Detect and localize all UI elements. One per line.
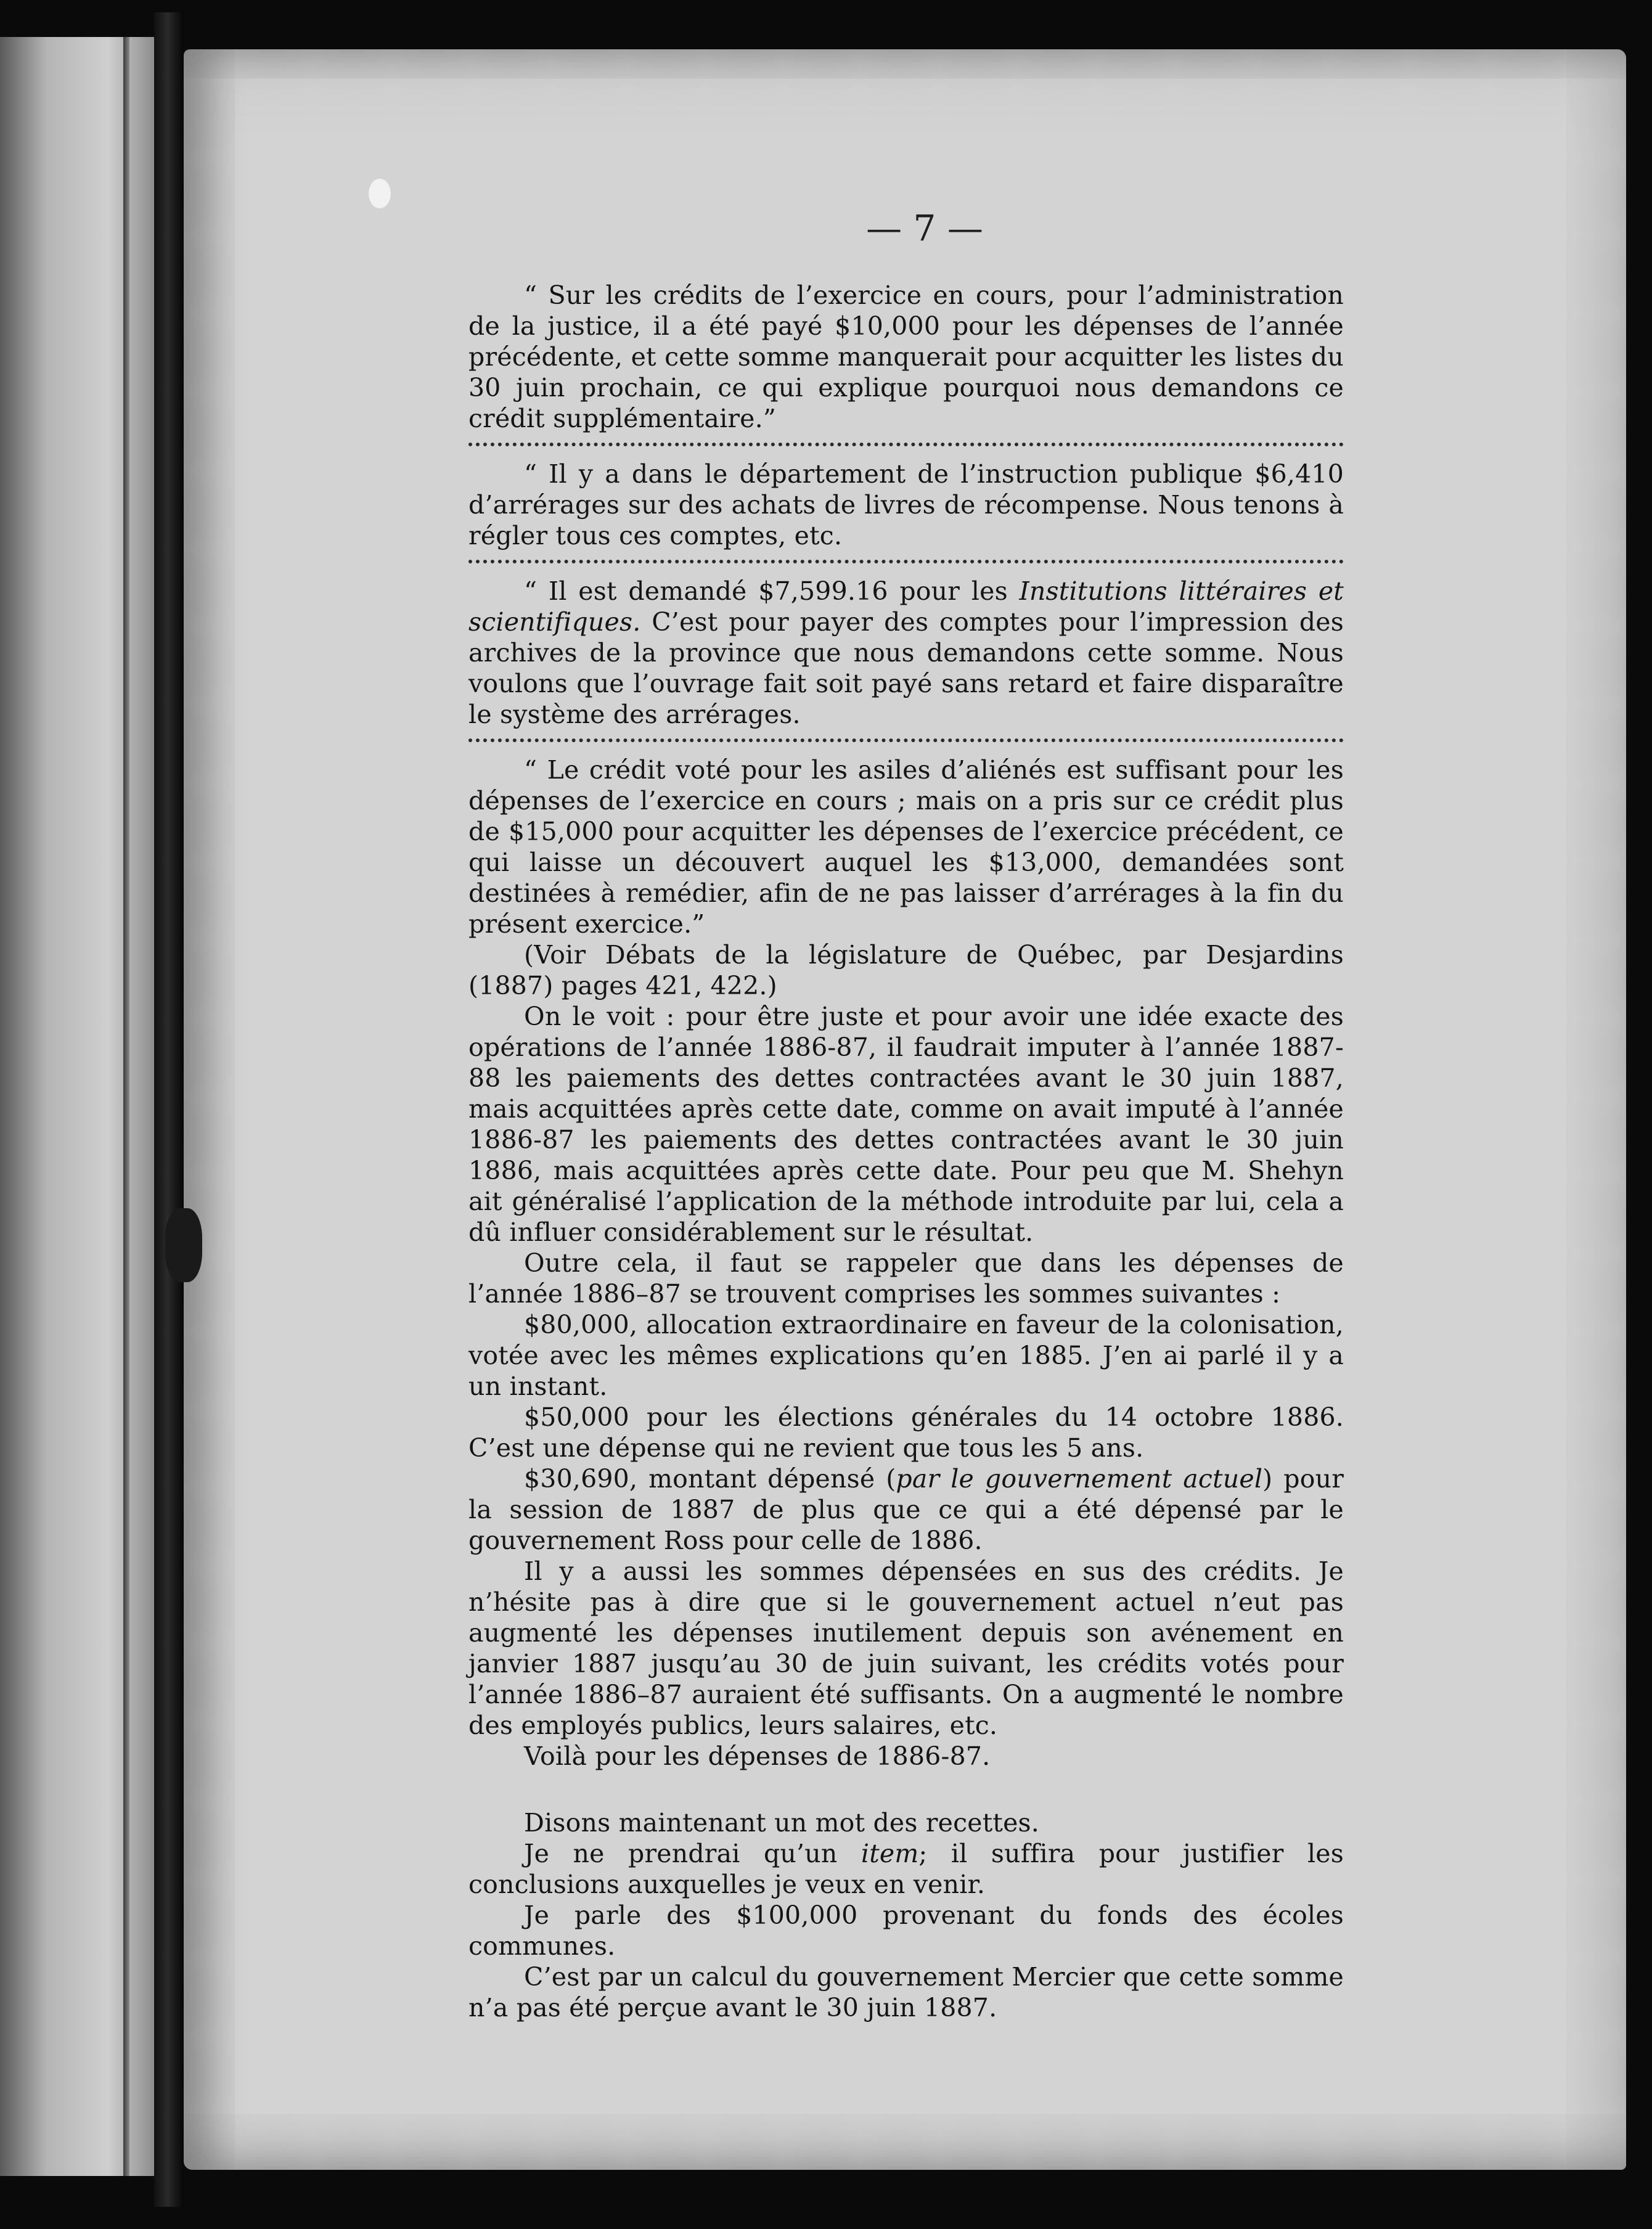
italic-gouvernement: par le gouvernement actuel [896, 1464, 1263, 1494]
dotted-separator [468, 443, 1344, 457]
dotted-separator [468, 738, 1344, 753]
quote-instruction: “ Il y a dans le département de l’instruction publique $6,410 d’arrérages sur des achats de livres de récompense. Nous tenons à régler tous ces comptes, etc. [468, 459, 1344, 550]
paragraph-on-le-voit: On le voit : pour être juste et pour avoir une idée exacte des opérations de l’année 1886-87, il faudrait imputer à l’année 1887-88 les paiements des dettes contractées avant le 30 juin 1887, mais acquittées après cette date, comme on avait imputé à l’année 1886-87 les paiements des dettes contractées avant le 30 juin 1886, mais acquittées après cette date. Pour peu que M. Shehyn ait généralisé l’application de la méthode introduite par lui, cela a dû influer considérablement sur le résultat. [468, 1002, 1344, 1247]
item-50000: $50,000 pour les élections générales du 14 octobre 1886. C’est une dépense qui ne revient que tous les 5 ans. [468, 1402, 1344, 1463]
item-30690: $30,690, montant dépensé (par le gouvernement actuel) pour la session de 1887 de plus que ce qui a été dépensé par le gouvernement Ross pour celle de 1886. [468, 1464, 1344, 1555]
dotted-separator [468, 560, 1344, 575]
paragraph-voila: Voilà pour les dépenses de 1886-87. [524, 1741, 991, 1771]
paragraph-outre-cela: Outre cela, il faut se rappeler que dans les dépenses de l’année 1886–87 se trouvent comprises les sommes suivantes : [468, 1248, 1344, 1309]
citation-debats: (Voir Débats de la législature de Québec, par Desjardins (1887) pages 421, 422.) [468, 940, 1344, 1000]
paragraph-ecoles: Je parle des $100,000 provenant du fonds des écoles communes. [468, 1900, 1344, 1961]
item-80000: $80,000, allocation extraordinaire en faveur de la colonisation, votée avec les mêmes explications qu’en 1885. J’en ai parlé il y a un instant. [468, 1310, 1344, 1401]
ink-blot [165, 1208, 202, 1282]
page-text [468, 280, 1344, 2023]
facing-page-edge [0, 37, 154, 2176]
paragraph-disons: Disons maintenant un mot des recettes. [524, 1808, 1040, 1838]
section-gap [468, 1772, 1344, 1807]
page-number: — 7 — [866, 207, 983, 249]
paragraph-item: Je ne prendrai qu’un item; il suffira pour justifier les conclusions auxquelles je veux en venir. [468, 1839, 1344, 1899]
italic-item: item [861, 1839, 919, 1868]
italic-institutions: Institutions littéraires et scientifiques. [468, 576, 1344, 637]
paper-blemish [369, 179, 391, 208]
quote-justice: “ Sur les crédits de l’exercice en cours, pour l’administration de la justice, il a été payé $10,000 pour les dépenses de l’année précédente, et cette somme manquerait pour acquitter les listes du 30 juin prochain, ce qui explique pourquoi nous demandons ce crédit supplémentaire.” [468, 280, 1344, 433]
quote-institutions: “ Il est demandé $7,599.16 pour les Institutions littéraires et scientifiques. C’est pour payer des comptes pour l’impression des archives de la province que nous demandons cette somme. Nous voulons que l’ouvrage fait soit payé sans retard et faire disparaître le système des arrérages. [468, 576, 1344, 729]
paragraph-sommes-depensees: Il y a aussi les sommes dépensées en sus des crédits. Je n’hésite pas à dire que si le gouvernement actuel n’eut pas augmenté les dépenses inutilement depuis son avénement en janvier 1887 jusqu’au 30 de juin suivant, les crédits votés pour l’année 1886–87 auraient été suffisants. On a augmenté le nombre des employés publics, leurs salaires, etc. [468, 1556, 1344, 1740]
book-binding [154, 12, 184, 2207]
paragraph-mercier: C’est par un calcul du gouvernement Mercier que cette somme n’a pas été perçue avant le 30 juin 1887. [468, 1962, 1344, 2022]
quote-asiles: “ Le crédit voté pour les asiles d’aliénés est suffisant pour les dépenses de l’exercice en cours ; mais on a pris sur ce crédit plus de $15,000 pour acquitter les dépenses de l’exercice précédent, ce qui laisse un découvert auquel les $13,000, demandées sont destinées à remédier, afin de ne pas laisser d’arrérages à la fin du présent exercice.” [468, 755, 1344, 939]
